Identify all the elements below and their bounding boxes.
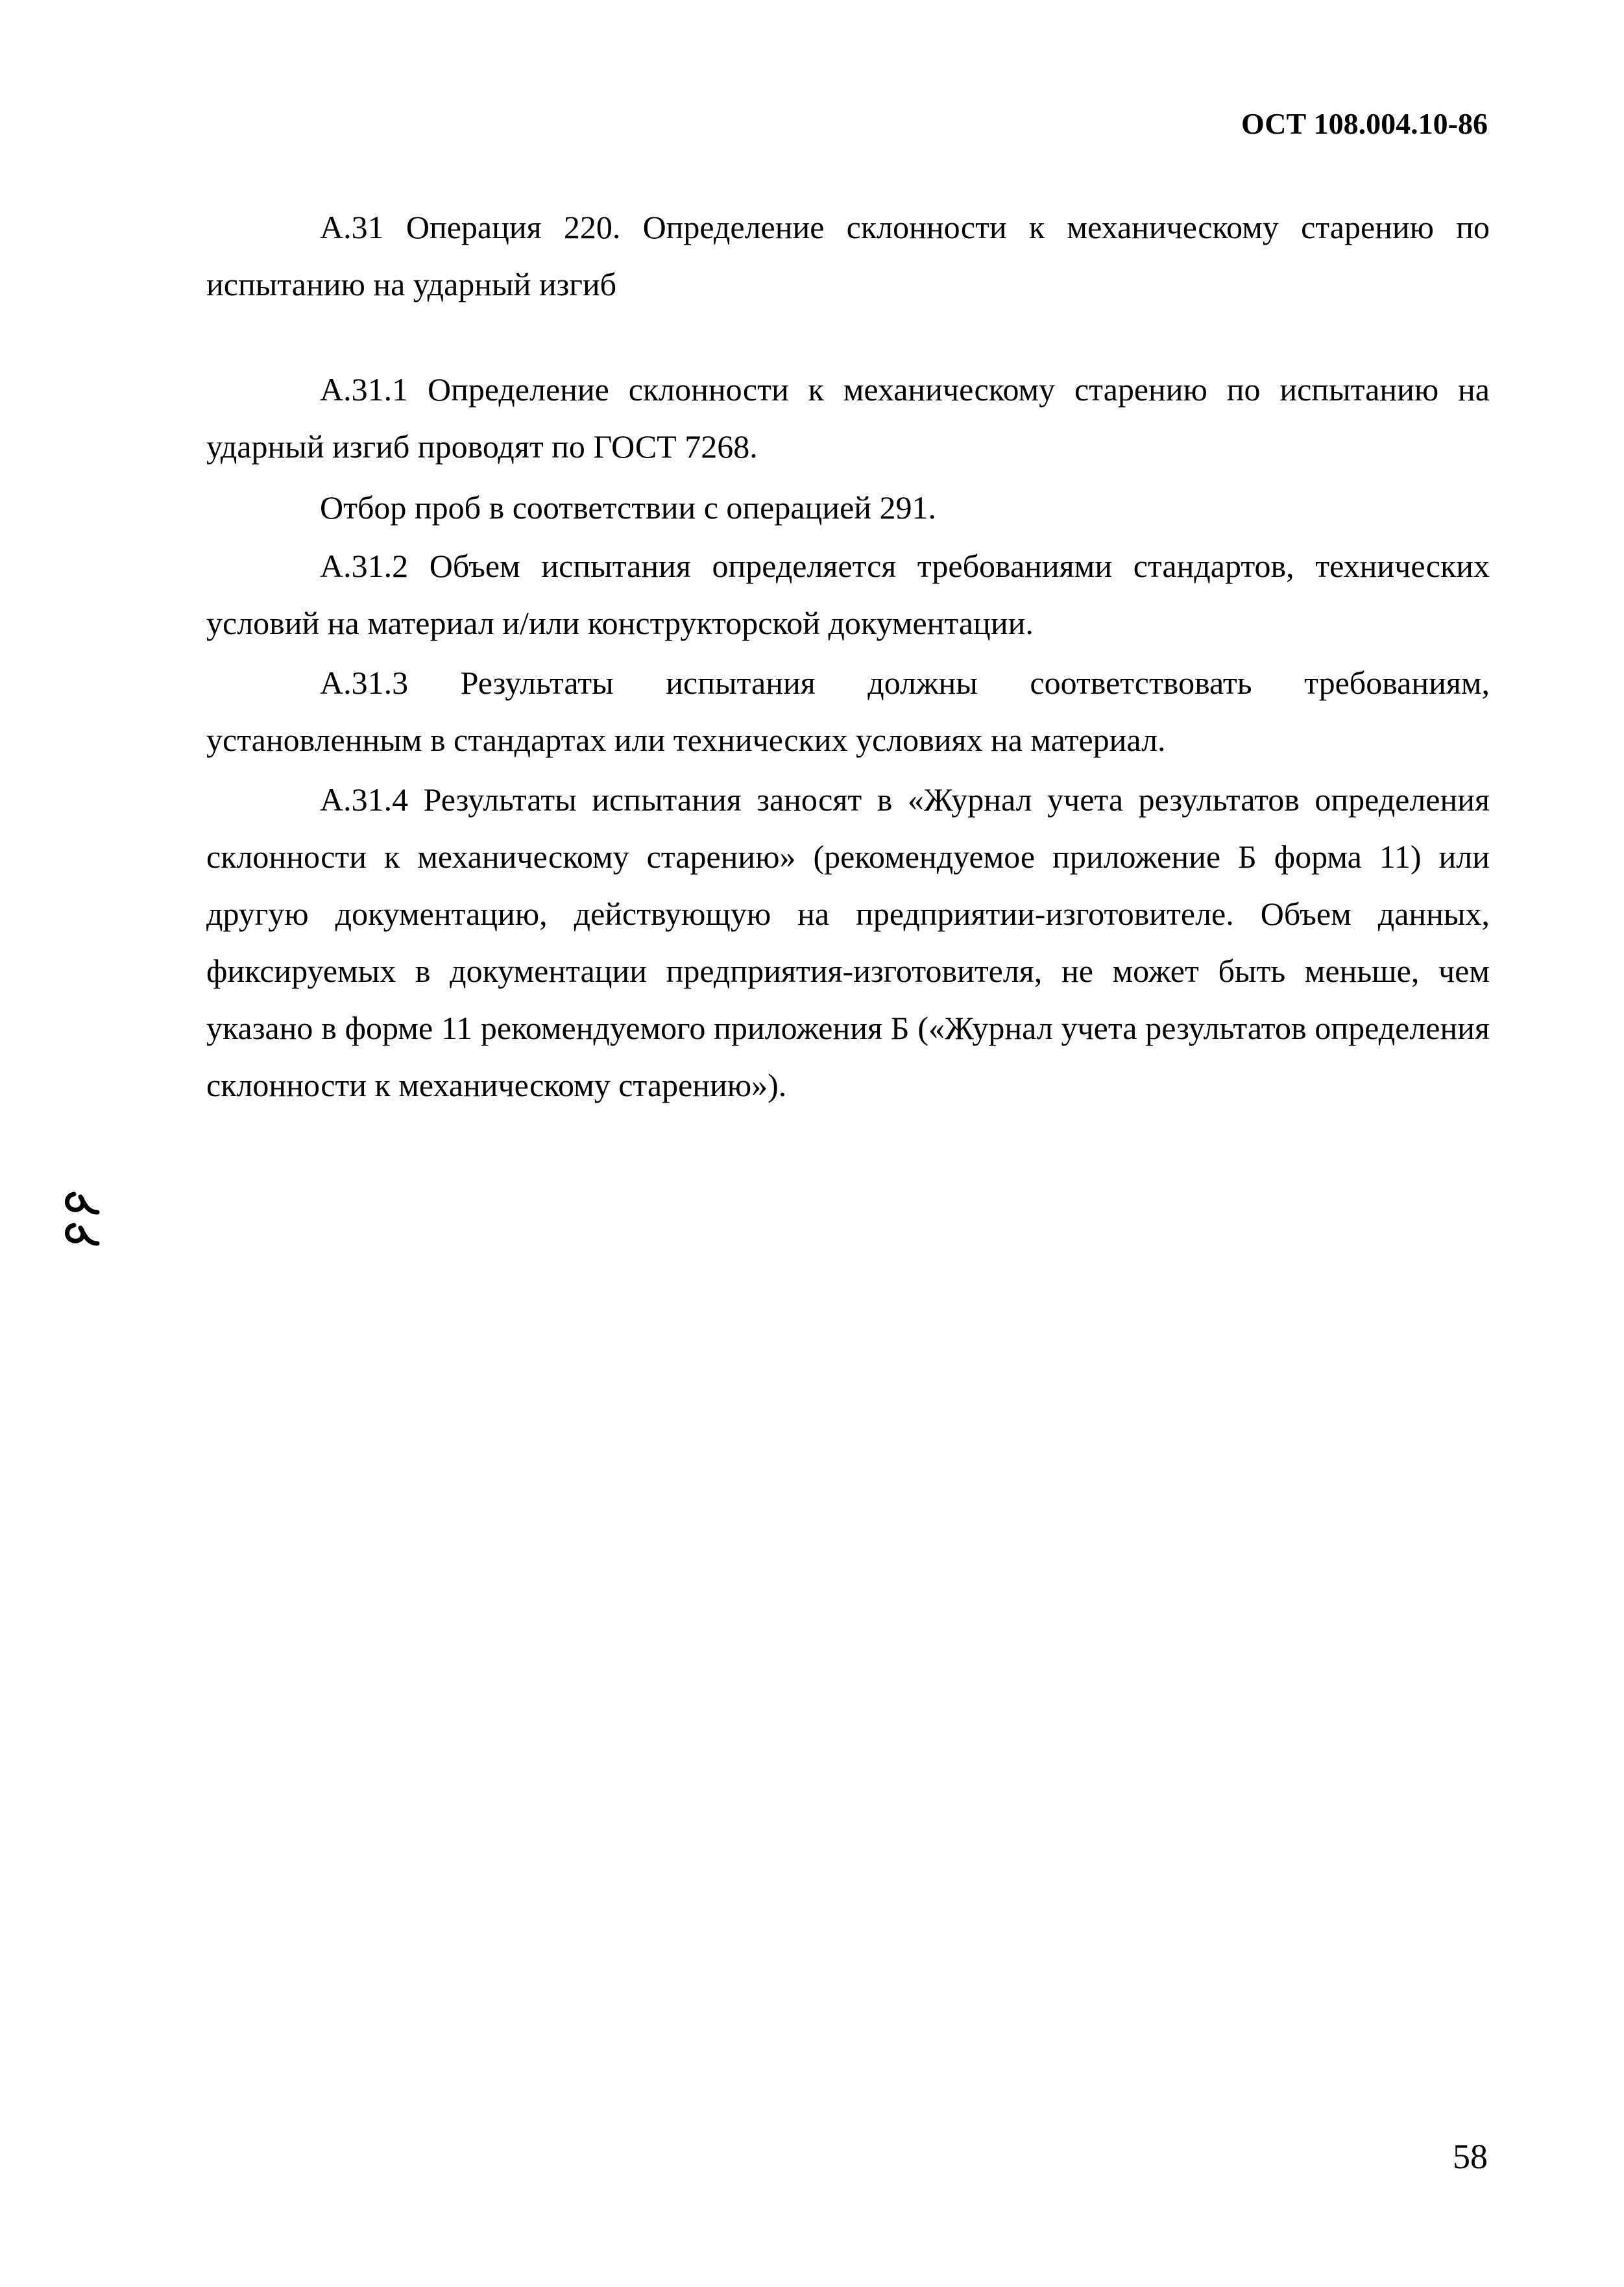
- section-heading: А.31 Операция 220. Определение склонности к механическому старению по испытанию на ударный изгиб: [206, 209, 1490, 302]
- document-code: ОСТ 108.004.10-86: [1241, 107, 1488, 140]
- paragraph-a31-2: А.31.2 Объем испытания определяется требованиями стандартов, технических условий на материал и/или конструкторской документации.: [206, 548, 1490, 641]
- paragraph-a31-1: А.31.1 Определение склонности к механическому старению по испытанию на ударный изгиб проводят по ГОСТ 7268.: [206, 371, 1490, 465]
- paragraph-a31-3: А.31.3 Результаты испытания должны соответствовать требованиям, установленным в стандартах или технических условиях на материал.: [206, 665, 1490, 758]
- paragraph-a31-4: А.31.4 Результаты испытания заносят в «Журнал учета результатов определения склонности к механическому старению» (рекомендуемое приложение Б форма 11) или другую документацию, действующую на предприятии-изготовителе. Объем данных, фиксируемых в документации предприятия-изготовителя, не может быть меньше, чем указано в форме 11 рекомендуемого приложения Б («Журнал учета результатов определения склонности к механическому старению»).: [206, 781, 1490, 1103]
- handwritten-sheet-number: [60, 1186, 105, 1251]
- page-number: 58: [1453, 2137, 1488, 2176]
- paragraph-sampling: Отбор проб в соответствии с операцией 291.: [320, 489, 937, 526]
